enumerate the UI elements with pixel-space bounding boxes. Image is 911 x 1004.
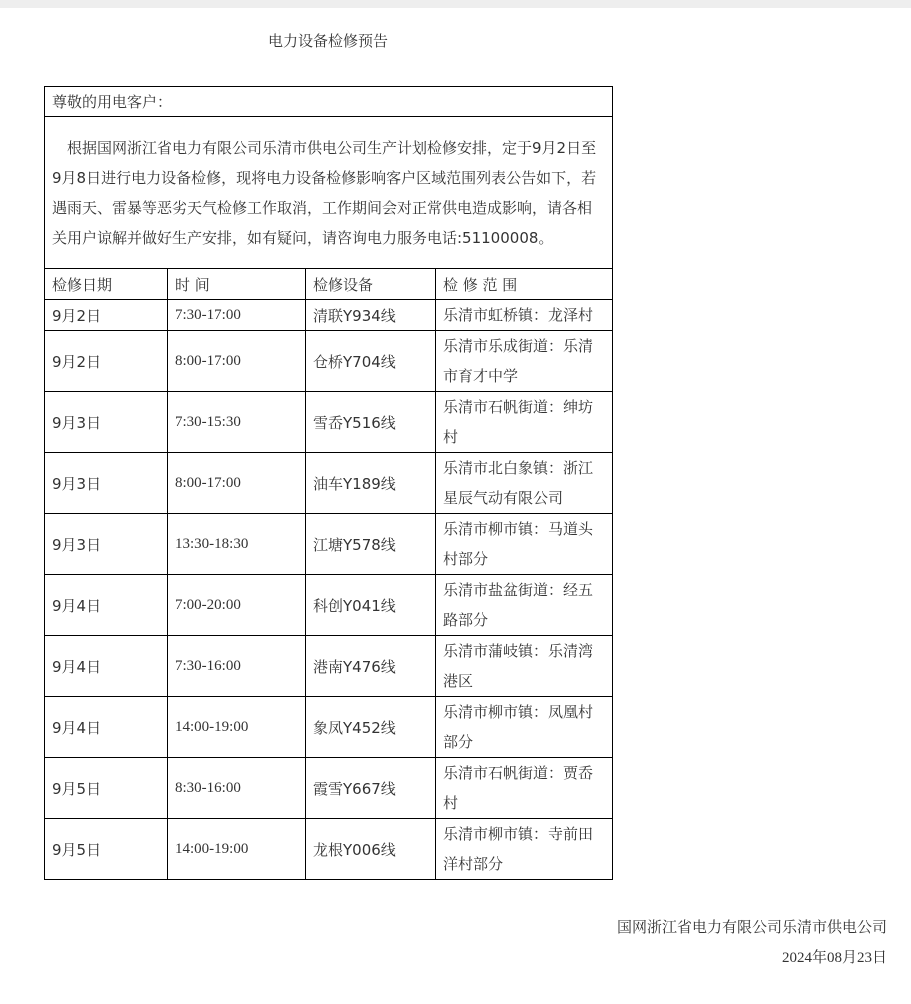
cell-scope: 乐清市北白象镇：浙江星辰气动有限公司 xyxy=(436,453,613,514)
cell-time: 7:30-15:30 xyxy=(168,392,306,453)
cell-scope: 乐清市石帆街道：绅坊村 xyxy=(436,392,613,453)
table-row xyxy=(45,819,613,880)
table-row xyxy=(45,331,613,392)
intro-row xyxy=(45,117,613,269)
notice-table xyxy=(44,86,613,880)
table-row xyxy=(45,636,613,697)
cell-date: 9月3日 xyxy=(45,453,168,514)
cell-scope: 乐清市柳市镇：凤凰村部分 xyxy=(436,697,613,758)
cell-equipment: 雪岙Y516线 xyxy=(306,392,436,453)
footer-date: 2024年08月23日 xyxy=(781,950,887,966)
table-row xyxy=(45,300,613,331)
cell-equipment: 江塘Y578线 xyxy=(306,514,436,575)
cell-equipment: 油车Y189线 xyxy=(306,453,436,514)
cell-date: 9月4日 xyxy=(45,697,168,758)
footer-company: 国网浙江省电力有限公司乐清市供电公司 xyxy=(616,918,887,936)
cell-scope: 乐清市石帆街道：贾岙村 xyxy=(436,758,613,819)
cell-equipment: 龙根Y006线 xyxy=(306,819,436,880)
cell-time: 14:00-19:00 xyxy=(168,697,306,758)
cell-date: 9月2日 xyxy=(45,331,168,392)
table-row xyxy=(45,758,613,819)
cell-equipment: 科创Y041线 xyxy=(306,575,436,636)
cell-time: 8:00-17:00 xyxy=(168,331,306,392)
page-title: 电力设备检修预告 xyxy=(267,32,388,50)
table-row xyxy=(45,514,613,575)
cell-date: 9月4日 xyxy=(45,636,168,697)
table-row xyxy=(45,392,613,453)
cell-date: 9月3日 xyxy=(45,392,168,453)
table-row xyxy=(45,697,613,758)
greeting: 尊敬的用电客户： xyxy=(45,87,613,117)
header-date: 检修日期 xyxy=(45,269,168,300)
cell-date: 9月4日 xyxy=(45,575,168,636)
top-bar xyxy=(0,0,911,8)
cell-time: 8:30-16:00 xyxy=(168,758,306,819)
header-scope: 检 修 范 围 xyxy=(436,269,613,300)
greeting-row xyxy=(45,87,613,117)
header-equipment: 检修设备 xyxy=(306,269,436,300)
cell-equipment: 霞雪Y667线 xyxy=(306,758,436,819)
cell-equipment: 象凤Y452线 xyxy=(306,697,436,758)
table-row xyxy=(45,575,613,636)
cell-scope: 乐清市柳市镇：马道头村部分 xyxy=(436,514,613,575)
cell-date: 9月2日 xyxy=(45,300,168,331)
cell-time: 7:30-17:00 xyxy=(168,300,306,331)
cell-time: 8:00-17:00 xyxy=(168,453,306,514)
cell-scope: 乐清市柳市镇：寺前田洋村部分 xyxy=(436,819,613,880)
cell-scope: 乐清市蒲岐镇：乐清湾港区 xyxy=(436,636,613,697)
header-time: 时 间 xyxy=(168,269,306,300)
cell-date: 9月3日 xyxy=(45,514,168,575)
cell-equipment: 港南Y476线 xyxy=(306,636,436,697)
cell-time: 7:00-20:00 xyxy=(168,575,306,636)
intro-paragraph: 根据国网浙江省电力有限公司乐清市供电公司生产计划检修安排，定于9月2日至9月8日进行电力设备检修，现将电力设备检修影响客户区域范围列表公告如下，若遇雨天、雷暴等恶劣天气检修工作取消，工作期间会对正常供电造成影响，请各相关用户谅解并做好生产安排，如有疑问，请咨询电力服务电话:51100008。 xyxy=(45,117,613,269)
cell-equipment: 仓桥Y704线 xyxy=(306,331,436,392)
cell-time: 13:30-18:30 xyxy=(168,514,306,575)
cell-scope: 乐清市虹桥镇：龙泽村 xyxy=(436,300,613,331)
cell-equipment: 清联Y934线 xyxy=(306,300,436,331)
cell-time: 14:00-19:00 xyxy=(168,819,306,880)
cell-time: 7:30-16:00 xyxy=(168,636,306,697)
cell-date: 9月5日 xyxy=(45,758,168,819)
cell-scope: 乐清市乐成街道：乐清市育才中学 xyxy=(436,331,613,392)
table-header-row xyxy=(45,269,613,300)
cell-scope: 乐清市盐盆街道：经五路部分 xyxy=(436,575,613,636)
cell-date: 9月5日 xyxy=(45,819,168,880)
table-row xyxy=(45,453,613,514)
